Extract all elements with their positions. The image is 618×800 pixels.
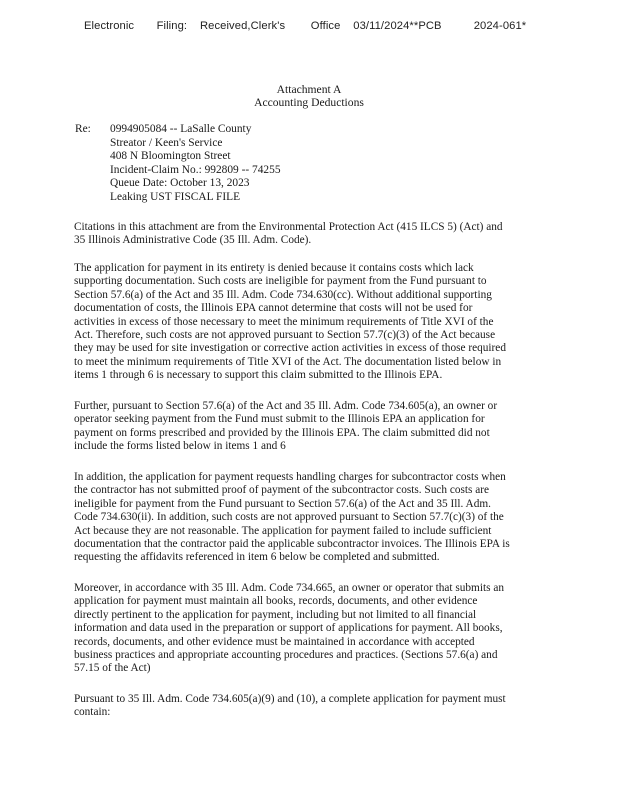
paragraph-handling-charges xyxy=(74,471,546,565)
paragraph-complete-application xyxy=(74,693,546,720)
text-line: supporting documentation. Such costs are ineligible for payment from the Fund pursuant to xyxy=(74,275,487,288)
text-line: documentation of costs, the Illinois EPA cannot determine that costs will not be used for xyxy=(74,302,473,315)
text-line: The application for payment in its entirety is denied because it contains costs which lack xyxy=(74,262,474,274)
text-line: the contractor has not submitted proof of payment of the subcontractor costs. Such costs are xyxy=(74,484,490,497)
text-line: Act. Therefore, such costs are not approved pursuant to Section 57.7(c)(3) of the Act because xyxy=(74,329,496,342)
text-line: Pursuant to 35 Ill. Adm. Code 734.605(a)(9) and (10), a complete application for payment must xyxy=(74,693,506,705)
paragraph-citations xyxy=(74,221,546,248)
efiling-header-stamp: Electronic Filing: Received,Clerk's Office 03/11/2024**PCB 2024-061* xyxy=(84,20,527,32)
text-line: Act because they are not reasonable. The application for payment failed to include sufficient xyxy=(74,524,492,537)
re-line-claim-number: Incident-Claim No.: 992809 -- 74255 xyxy=(110,163,281,176)
text-line: In addition, the application for payment requests handling charges for subcontractor costs when xyxy=(74,471,506,483)
text-line: application for payment must maintain all books, records, documents, and other evidence xyxy=(74,595,478,608)
text-line: records, documents, and other evidence must be maintained in accordance with accepted xyxy=(74,635,475,648)
text-line: to meet the minimum requirements of Title XVI of the Act. The documentation listed below in xyxy=(74,355,502,368)
paragraph-denial xyxy=(74,262,546,383)
text-line: contain: xyxy=(74,706,111,719)
text-line: 35 Illinois Administrative Code (35 Ill. Adm. Code). xyxy=(74,234,312,247)
re-line-incident: 0994905084 -- LaSalle County xyxy=(110,123,252,135)
text-line: Citations in this attachment are from the Environmental Protection Act (415 ILCS 5) (Act) and xyxy=(74,221,503,233)
text-line: they may be used for site investigation or corrective action activities in excess of those required xyxy=(74,342,506,355)
text-line: requesting the affidavits referenced in item 6 below be completed and submitted. xyxy=(74,551,440,564)
text-line: activities in excess of those necessary to meet the minimum requirements of Title XVI of the xyxy=(74,315,494,328)
re-line-file-type: Leaking UST FISCAL FILE xyxy=(110,190,241,203)
re-label: Re: xyxy=(75,123,91,135)
text-line: business practices and appropriate accounting procedures and practices. (Sections 57.6(a) and xyxy=(74,649,498,662)
text-line: payment on forms prescribed and provided by the Illinois EPA. The claim submitted did not xyxy=(74,426,490,439)
re-line-queue-date: Queue Date: October 13, 2023 xyxy=(110,177,250,190)
text-line: information and data used in the preparation or support of applications for payment. All books, xyxy=(74,622,503,635)
text-line: Further, pursuant to Section 57.6(a) of the Act and 35 Ill. Adm. Code 734.605(a), an owner or xyxy=(74,400,498,412)
text-line: Moreover, in accordance with 35 Ill. Adm. Code 734.665, an owner or operator that submits an xyxy=(74,582,504,594)
text-line: Section 57.6(a) of the Act and 35 Ill. Adm. Code 734.630(cc). Without additional supporting xyxy=(74,288,492,301)
paragraph-records xyxy=(74,582,546,676)
text-line: ineligible for payment from the Fund pursuant to Section 57.6(a) of the Act and 35 Ill. Adm. xyxy=(74,497,491,510)
text-line: documentation that the contractor paid the applicable subcontractor invoices. The Illinois EPA is xyxy=(74,538,510,551)
re-line-site-name: Streator / Keen's Service xyxy=(110,136,223,149)
text-line: directly pertinent to the application for payment, including but not limited to all financial xyxy=(74,608,477,621)
re-block xyxy=(110,123,281,205)
text-line: operator seeking payment from the Fund must submit to the Illinois EPA an application for xyxy=(74,413,485,426)
text-line: include the forms listed below in items 1 and 6 xyxy=(74,440,286,453)
attachment-subtitle: Accounting Deductions xyxy=(254,96,364,109)
text-line: 57.15 of the Act) xyxy=(74,662,151,675)
text-line: Code 734.630(ii). In addition, such costs are not approved pursuant to Section 57.7(c)(3) of the xyxy=(74,511,504,524)
re-line-address: 408 N Bloomington Street xyxy=(110,150,231,163)
text-line: items 1 through 6 is necessary to support this claim submitted to the Illinois EPA. xyxy=(74,369,443,382)
paragraph-forms xyxy=(74,400,546,454)
attachment-title: Attachment A xyxy=(276,83,342,96)
